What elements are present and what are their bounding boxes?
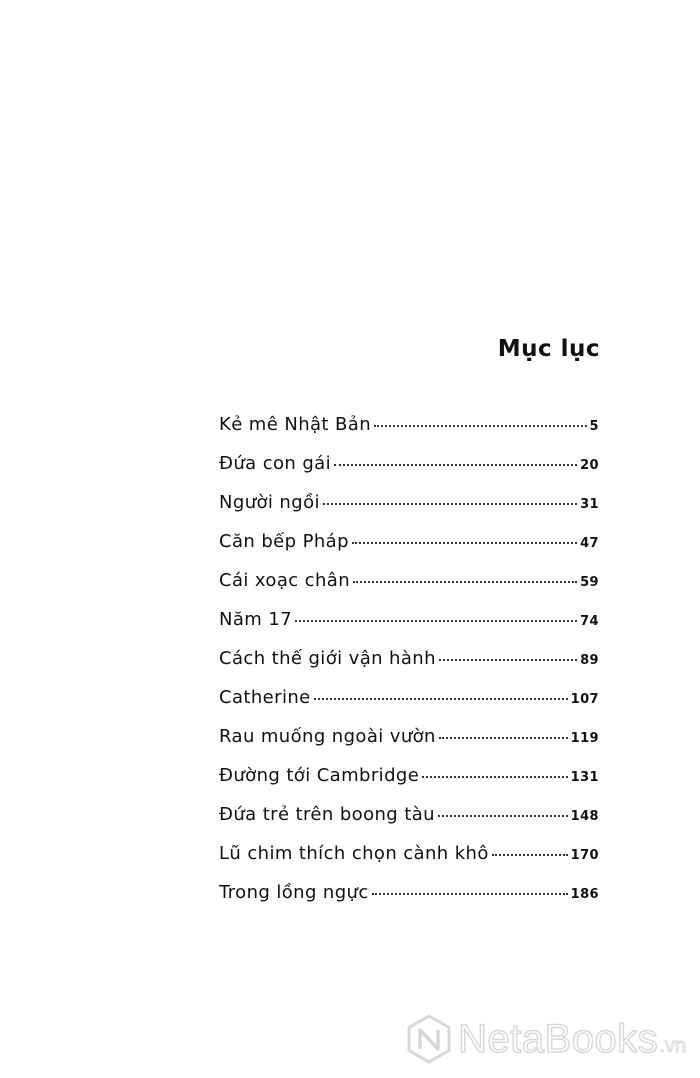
- toc-entry-page: 148: [570, 809, 599, 824]
- toc-dot-leader: [439, 659, 577, 661]
- toc-entry-title: Căn bếp Pháp: [219, 531, 349, 552]
- toc-dot-leader: [334, 464, 577, 466]
- watermark-suffix: .vn: [659, 1035, 686, 1057]
- toc-dot-leader: [492, 854, 568, 856]
- toc-dot-leader: [438, 815, 568, 817]
- toc-entry-title: Năm 17: [219, 609, 293, 630]
- toc-list: [219, 414, 599, 921]
- watermark-brand: NetaBooks: [458, 1016, 659, 1061]
- toc-entry-title: Cái xoạc chân: [219, 570, 351, 591]
- netabooks-watermark: [406, 1014, 686, 1064]
- toc-entry-title: Catherine: [219, 687, 311, 708]
- toc-dot-leader: [374, 425, 587, 427]
- toc-title: Mục lục: [497, 336, 600, 362]
- toc-entry[interactable]: [219, 687, 599, 726]
- toc-entry[interactable]: [219, 804, 599, 843]
- toc-entry[interactable]: [219, 765, 599, 804]
- toc-entry[interactable]: [219, 609, 599, 648]
- toc-entry-page: 31: [580, 497, 599, 512]
- toc-entry-page: 107: [570, 692, 599, 707]
- toc-entry[interactable]: [219, 648, 599, 687]
- toc-entry-page: 47: [580, 536, 599, 551]
- toc-entry-title: Người ngồi: [219, 492, 320, 513]
- toc-entry[interactable]: [219, 492, 599, 531]
- toc-dot-leader: [353, 581, 577, 583]
- toc-dot-leader: [372, 893, 568, 895]
- toc-entry-page: 5: [589, 419, 599, 434]
- toc-entry[interactable]: [219, 570, 599, 609]
- toc-entry-title: Rau muống ngoài vườn: [219, 726, 436, 747]
- netabooks-logo-icon: [406, 1014, 452, 1064]
- toc-entry[interactable]: [219, 531, 599, 570]
- toc-entry-page: 74: [580, 614, 599, 629]
- toc-entry-title: Kẻ mê Nhật Bản: [219, 414, 371, 435]
- toc-dot-leader: [422, 776, 567, 778]
- toc-entry-title: Cách thế giới vận hành: [219, 648, 436, 669]
- toc-entry-title: Đứa trẻ trên boong tàu: [219, 804, 435, 825]
- toc-entry-title: Trong lồng ngực: [219, 882, 369, 903]
- toc-dot-leader: [323, 503, 577, 505]
- toc-entry-title: Lũ chim thích chọn cành khô: [219, 843, 489, 864]
- toc-dot-leader: [314, 698, 568, 700]
- toc-dot-leader: [439, 737, 568, 739]
- toc-entry[interactable]: [219, 453, 599, 492]
- toc-entry-title: Đứa con gái: [219, 453, 332, 474]
- toc-entry-page: 186: [570, 887, 599, 902]
- toc-entry-page: 119: [570, 731, 599, 746]
- toc-entry-page: 89: [580, 653, 599, 668]
- toc-entry-page: 20: [580, 458, 599, 473]
- toc-dot-leader: [352, 542, 577, 544]
- toc-entry[interactable]: [219, 726, 599, 765]
- toc-entry-page: 59: [580, 575, 599, 590]
- toc-entry[interactable]: [219, 414, 599, 453]
- toc-entry-page: 170: [570, 848, 599, 863]
- toc-entry[interactable]: [219, 882, 599, 921]
- toc-dot-leader: [295, 620, 577, 622]
- toc-entry-title: Đường tới Cambridge: [219, 765, 420, 786]
- toc-entry-page: 131: [570, 770, 599, 785]
- toc-entry[interactable]: [219, 843, 599, 882]
